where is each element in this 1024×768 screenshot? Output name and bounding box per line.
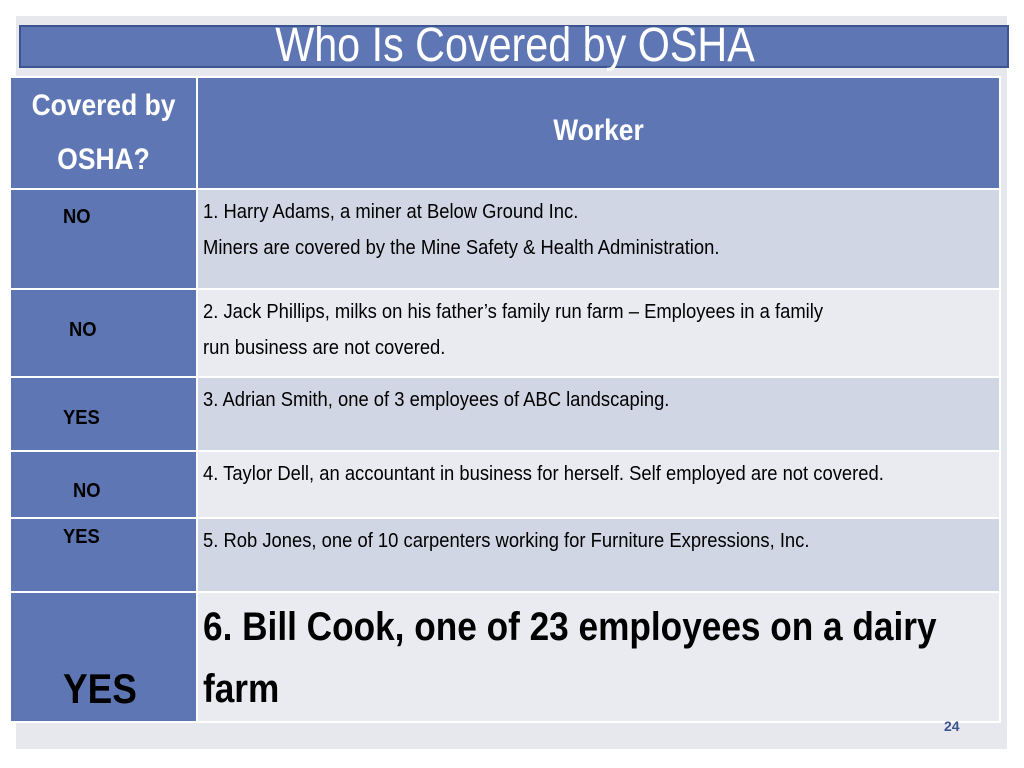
worker-cell [197,592,1000,722]
table-row [10,592,1000,722]
coverage-answer: NO [73,480,101,502]
coverage-answer: YES [63,407,100,429]
worker-line: 5. Rob Jones, one of 10 carpenters working for Furniture Expressions, Inc. [203,530,810,552]
coverage-answer-cell [10,289,197,377]
osha-coverage-table [9,76,1001,723]
table-row [10,289,1000,377]
worker-cell [197,451,1000,518]
worker-note: run business are not covered. [203,337,446,359]
worker-line: 6. Bill Cook, one of 23 employees on a dairy farm [203,605,937,711]
header-covered-line2: OSHA? [57,143,150,176]
slide-title: Who Is Covered by OSHA [275,19,755,72]
table-header-row [10,77,1000,189]
header-covered-by-osha [10,77,197,189]
coverage-answer: YES [63,526,100,548]
coverage-answer: NO [63,206,91,228]
table-row [10,518,1000,592]
worker-line: 2. Jack Phillips, milks on his father’s family run farm – Employees in a family [203,301,824,323]
worker-line: 3. Adrian Smith, one of 3 employees of ABC landscaping. [203,389,670,411]
coverage-answer-cell [10,377,197,451]
worker-line: 4. Taylor Dell, an accountant in business for herself. Self employed are not covered. [203,463,884,485]
worker-cell [197,377,1000,451]
worker-cell [197,518,1000,592]
table-row [10,377,1000,451]
coverage-answer-cell [10,189,197,289]
coverage-answer: YES [63,665,137,712]
page-number: 24 [944,718,960,734]
coverage-answer-cell [10,451,197,518]
coverage-answer-cell [10,518,197,592]
header-worker: Worker [197,77,1000,189]
worker-line: 1. Harry Adams, a miner at Below Ground Inc. [203,201,579,223]
header-covered-line1: Covered by [31,89,176,122]
worker-cell [197,289,1000,377]
coverage-answer: NO [69,319,97,341]
table-row [10,189,1000,289]
worker-cell [197,189,1000,289]
coverage-answer-cell [10,592,197,722]
table-row [10,451,1000,518]
worker-note: Miners are covered by the Mine Safety & Health Administration. [203,237,720,259]
